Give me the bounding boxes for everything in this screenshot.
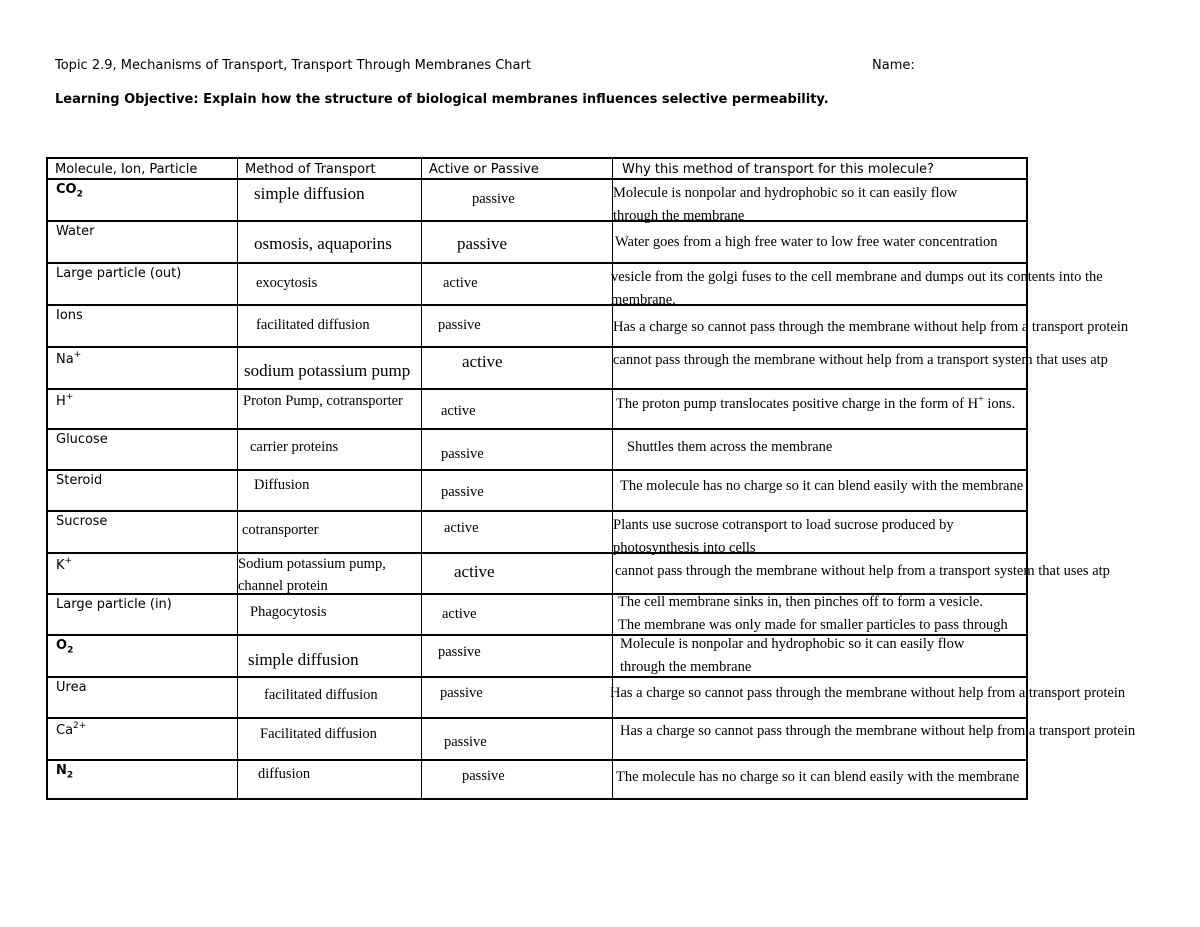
column-header: Why this method of transport for this molecule? <box>622 162 934 177</box>
column-divider <box>421 159 422 798</box>
explanation-line <box>611 266 1103 289</box>
explanation-cell <box>615 561 1110 582</box>
explanation-text: The molecule has no charge so it can blend easily with the membrane <box>616 769 1020 785</box>
method-cell: diffusion <box>258 766 311 782</box>
row-divider <box>48 262 1026 264</box>
transport-type-cell: active <box>443 275 478 291</box>
column-divider <box>237 159 238 798</box>
molecule-subscript: 2 <box>67 645 74 656</box>
molecule-name: K <box>56 558 65 573</box>
method-cell: facilitated diffusion <box>256 317 370 333</box>
molecule-cell <box>56 763 73 781</box>
row-divider <box>48 388 1026 390</box>
explanation-line <box>616 767 1019 788</box>
explanation-line <box>611 289 1103 312</box>
explanation-cell <box>615 232 998 253</box>
molecule-cell <box>56 266 181 281</box>
explanation-cell <box>611 266 1103 312</box>
row-divider <box>48 759 1026 761</box>
explanation-line <box>620 633 964 656</box>
method-cell: osmosis, aquaporins <box>254 234 392 253</box>
explanation-tail: ions. <box>983 396 1016 412</box>
molecule-name: Glucose <box>56 432 108 447</box>
explanation-text: Plants use sucrose cotransport to load sucrose produced by <box>613 517 954 533</box>
column-header: Molecule, Ion, Particle <box>55 162 198 177</box>
method-cell: Facilitated diffusion <box>260 726 377 742</box>
method-cell: exocytosis <box>256 275 318 291</box>
explanation-line <box>613 205 957 228</box>
molecule-cell <box>56 514 107 529</box>
method-cell <box>238 553 386 597</box>
explanation-cell <box>627 437 832 458</box>
molecule-subscript: 2 <box>76 189 83 200</box>
transport-type-cell: passive <box>444 734 487 750</box>
explanation-line <box>620 656 964 679</box>
molecule-cell <box>56 597 172 612</box>
method-cell: Proton Pump, cotransporter <box>243 393 403 409</box>
method-cell: cotransporter <box>242 522 319 538</box>
molecule-name: O <box>56 638 68 653</box>
transport-type-cell: passive <box>457 234 508 253</box>
page-title: Topic 2.9, Mechanisms of Transport, Transport Through Membranes Chart <box>55 58 531 73</box>
explanation-text: cannot pass through the membrane without help from a transport system that uses atp <box>613 352 1108 368</box>
row-divider <box>48 510 1026 512</box>
explanation-text: Molecule is nonpolar and hydrophobic so it can easily flow <box>620 636 965 652</box>
transport-type-cell: passive <box>438 644 481 660</box>
explanation-text: through the membrane <box>620 659 752 675</box>
explanation-text: Molecule is nonpolar and hydrophobic so it can easily flow <box>613 185 958 201</box>
molecule-name: Steroid <box>56 473 103 488</box>
transport-type-cell: active <box>454 562 495 581</box>
molecule-charge: 2+ <box>73 721 87 731</box>
explanation-cell <box>616 767 1019 788</box>
explanation-line <box>613 317 1128 338</box>
explanation-line <box>618 591 1008 614</box>
molecule-name: Ions <box>56 308 83 323</box>
explanation-cell <box>613 350 1108 371</box>
molecule-name: Large particle (in) <box>56 597 172 612</box>
transport-type-cell: passive <box>462 768 505 784</box>
explanation-line <box>616 394 1015 415</box>
explanation-cell <box>618 591 1008 637</box>
explanation-text: Has a charge so cannot pass through the membrane without help from a transport protein <box>610 685 1126 701</box>
molecule-cell <box>56 308 83 323</box>
explanation-text: through the membrane <box>613 208 745 224</box>
explanation-text: The membrane was only made for smaller particles to pass through <box>618 617 1008 633</box>
row-divider <box>48 469 1026 471</box>
explanation-line <box>613 182 957 205</box>
molecule-cell <box>56 680 87 695</box>
explanation-cell <box>610 683 1125 704</box>
explanation-cell <box>620 633 964 679</box>
molecule-cell <box>56 556 72 573</box>
explanation-cell <box>613 514 954 560</box>
explanation-text: The proton pump translocates positive charge in the form of H <box>616 396 979 412</box>
explanation-text: membrane. <box>611 292 676 308</box>
molecule-name: Na <box>56 352 74 367</box>
transport-type-cell: passive <box>441 446 484 462</box>
transport-type-cell: passive <box>440 685 483 701</box>
molecule-cell <box>56 392 73 409</box>
method-cell: carrier proteins <box>250 439 339 455</box>
transport-type-cell: active <box>441 403 476 419</box>
column-header: Method of Transport <box>245 162 376 177</box>
method-cell: sodium potassium pump <box>244 361 411 380</box>
explanation-line <box>613 350 1108 371</box>
method-cell: simple diffusion <box>248 650 359 669</box>
explanation-cell <box>620 721 1135 742</box>
molecule-name: Urea <box>56 680 87 695</box>
transport-type-cell: passive <box>441 484 484 500</box>
explanation-line <box>610 683 1125 704</box>
molecule-cell <box>56 350 81 367</box>
explanation-text: The cell membrane sinks in, then pinches off to form a vesicle. <box>618 594 983 610</box>
molecule-name: Ca <box>56 723 74 738</box>
row-divider <box>48 428 1026 430</box>
transport-type-cell: active <box>444 520 479 536</box>
transport-type-cell: active <box>462 352 503 371</box>
explanation-text: Water goes from a high free water to low free water concentration <box>615 234 998 250</box>
explanation-cell <box>613 317 1128 338</box>
explanation-cell <box>613 182 957 228</box>
explanation-line <box>615 232 998 253</box>
molecule-cell <box>56 224 94 239</box>
method-line: Sodium potassium pump, <box>238 556 386 572</box>
molecule-charge: + <box>65 392 74 402</box>
molecule-name: H <box>56 394 66 409</box>
method-cell: facilitated diffusion <box>264 687 378 703</box>
transport-table <box>46 157 1136 800</box>
molecule-name: N <box>56 763 67 778</box>
explanation-text: vesicle from the golgi fuses to the cell membrane and dumps out its contents into the <box>611 269 1103 285</box>
molecule-name: CO <box>56 182 77 197</box>
explanation-text: photosynthesis into cells <box>613 540 756 556</box>
name-label: Name: <box>872 58 915 73</box>
transport-type-cell: passive <box>472 191 515 207</box>
molecule-cell <box>56 182 83 200</box>
molecule-charge: + <box>64 556 73 566</box>
molecule-subscript: 2 <box>66 770 74 781</box>
molecule-cell <box>56 721 86 738</box>
row-divider <box>48 178 1026 180</box>
explanation-charge: + <box>978 394 984 405</box>
explanation-text: Shuttles them across the membrane <box>627 439 833 455</box>
method-line: channel protein <box>238 578 328 594</box>
explanation-cell <box>620 476 1023 497</box>
row-divider <box>48 346 1026 348</box>
molecule-charge: + <box>73 350 82 360</box>
explanation-text: Has a charge so cannot pass through the membrane without help from a transport protein <box>613 319 1129 335</box>
method-cell: simple diffusion <box>254 184 365 203</box>
method-cell: Phagocytosis <box>250 604 327 620</box>
explanation-line <box>627 437 832 458</box>
method-cell: Diffusion <box>254 477 310 493</box>
explanation-text: The molecule has no charge so it can blend easily with the membrane <box>620 478 1024 494</box>
explanation-line <box>613 514 954 537</box>
explanation-text: cannot pass through the membrane without help from a transport system that uses atp <box>615 563 1110 579</box>
explanation-cell <box>616 394 1015 415</box>
transport-type-cell: passive <box>438 317 481 333</box>
explanation-line <box>615 561 1110 582</box>
learning-objective: Learning Objective: Explain how the structure of biological membranes influences selective permeability. <box>55 92 829 107</box>
molecule-name: Large particle (out) <box>56 266 182 281</box>
explanation-line <box>620 721 1135 742</box>
explanation-line <box>613 537 954 560</box>
molecule-cell <box>56 638 73 656</box>
molecule-cell <box>56 473 102 488</box>
column-header: Active or Passive <box>429 162 539 177</box>
molecule-name: Sucrose <box>56 514 108 529</box>
transport-type-cell: active <box>442 606 477 622</box>
explanation-text: Has a charge so cannot pass through the membrane without help from a transport protein <box>620 723 1136 739</box>
explanation-line <box>620 476 1023 497</box>
molecule-name: Water <box>56 224 95 239</box>
row-divider <box>48 717 1026 719</box>
molecule-cell <box>56 432 108 447</box>
